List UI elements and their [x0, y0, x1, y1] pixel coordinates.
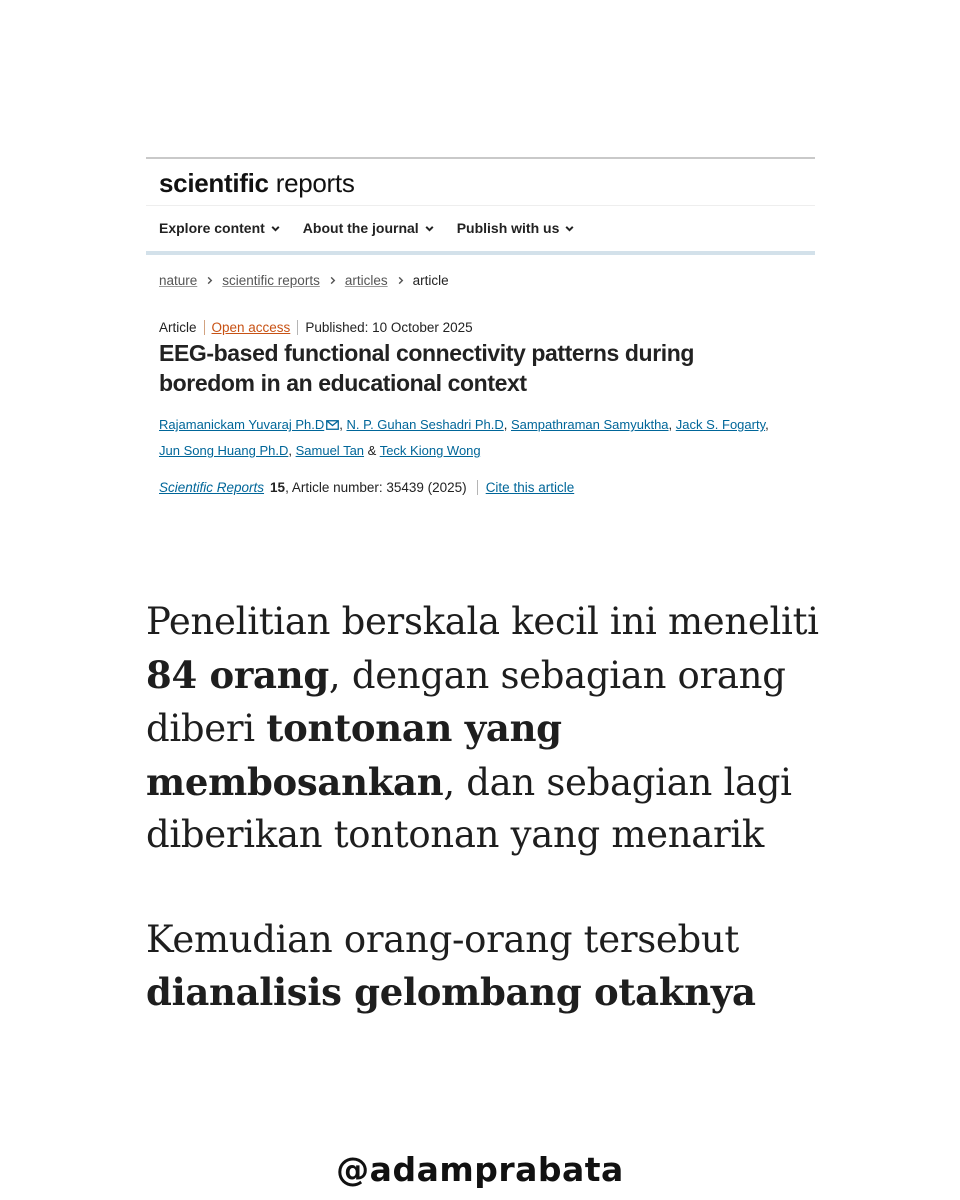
nav-label: Explore content [159, 220, 265, 236]
citation-line [159, 478, 574, 496]
breadcrumb-current: article [412, 272, 449, 288]
nav-explore-content[interactable] [159, 220, 281, 236]
nav-about-journal[interactable] [303, 220, 435, 236]
published-date: Published: 10 October 2025 [305, 319, 473, 335]
caption-paragraph [146, 914, 836, 1020]
caption-text-segment: Kemudian orang-orang tersebut [146, 917, 739, 961]
volume-number: 15 [270, 479, 286, 495]
header-divider [146, 205, 815, 206]
caption-text-segment: , dan sebagian lagi diberikan tontonan yang menarik [146, 760, 792, 856]
mail-icon[interactable] [326, 420, 339, 430]
author-handle: @adamprabata [336, 1150, 624, 1189]
author-link[interactable]: Samuel Tan [295, 443, 365, 458]
open-access-link[interactable]: Open access [211, 319, 291, 335]
chevron-right-icon [205, 276, 214, 285]
caption-text [146, 596, 836, 1020]
chevron-down-icon [424, 223, 435, 234]
author-link[interactable]: Jack S. Fogarty [675, 417, 766, 432]
article-meta [159, 318, 473, 336]
nav-bottom-rule [146, 251, 815, 255]
chevron-right-icon [328, 276, 337, 285]
article-number: , Article number: 35439 (2025) [285, 479, 467, 495]
article-title: EEG-based functional connectivity patterns during boredom in an educational context [159, 340, 695, 396]
nav-publish-with-us[interactable] [457, 220, 576, 236]
caption-emphasis: tontonan yang membosankan [146, 706, 562, 804]
author-link[interactable]: Teck Kiong Wong [379, 443, 481, 458]
nav-label: About the journal [302, 220, 419, 236]
journal-link[interactable]: Scientific Reports [159, 479, 265, 495]
author-link[interactable]: Sampathraman Samyuktha [511, 417, 669, 432]
breadcrumb-nature[interactable]: nature [159, 272, 198, 288]
author-link[interactable]: N. P. Guhan Seshadri Ph.D [346, 417, 504, 432]
author-list: Rajamanickam Yuvaraj Ph.D , N. P. Guhan Seshadri Ph.D, Sampathraman Samyuktha, Jack S. Fogarty, Jun Song Huang Ph.D, Samuel Tan & Teck Kiong Wong [159, 417, 769, 458]
top-divider [146, 157, 815, 159]
breadcrumb-scientific-reports[interactable]: scientific reports [222, 272, 320, 288]
breadcrumb-articles[interactable]: articles [344, 272, 388, 288]
logo-text-light: reports [275, 168, 355, 198]
article-screenshot-card [146, 157, 815, 517]
divider [477, 480, 478, 495]
caption-emphasis: dianalisis gelombang otaknya [146, 970, 756, 1014]
logo-text-bold: scientific [159, 168, 269, 198]
main-nav [159, 217, 597, 239]
caption-text-segment: Penelitian berskala kecil ini meneliti [146, 600, 819, 643]
divider [204, 320, 205, 335]
nav-label: Publish with us [456, 220, 560, 236]
caption-text-segment: , dengan sebagian orang diberi [146, 653, 786, 750]
caption-emphasis: 84 orang [146, 652, 329, 697]
breadcrumb [159, 271, 449, 289]
chevron-right-icon [396, 276, 405, 285]
author-link[interactable]: Jun Song Huang Ph.D [159, 443, 289, 458]
article-type: Article [159, 319, 197, 335]
cite-this-article-link[interactable]: Cite this article [485, 479, 575, 495]
chevron-down-icon [270, 223, 281, 234]
chevron-down-icon [564, 223, 575, 234]
divider [297, 320, 298, 335]
author-link[interactable]: Rajamanickam Yuvaraj Ph.D [159, 417, 325, 432]
journal-logo[interactable] [159, 163, 355, 203]
caption-paragraph [146, 596, 836, 862]
